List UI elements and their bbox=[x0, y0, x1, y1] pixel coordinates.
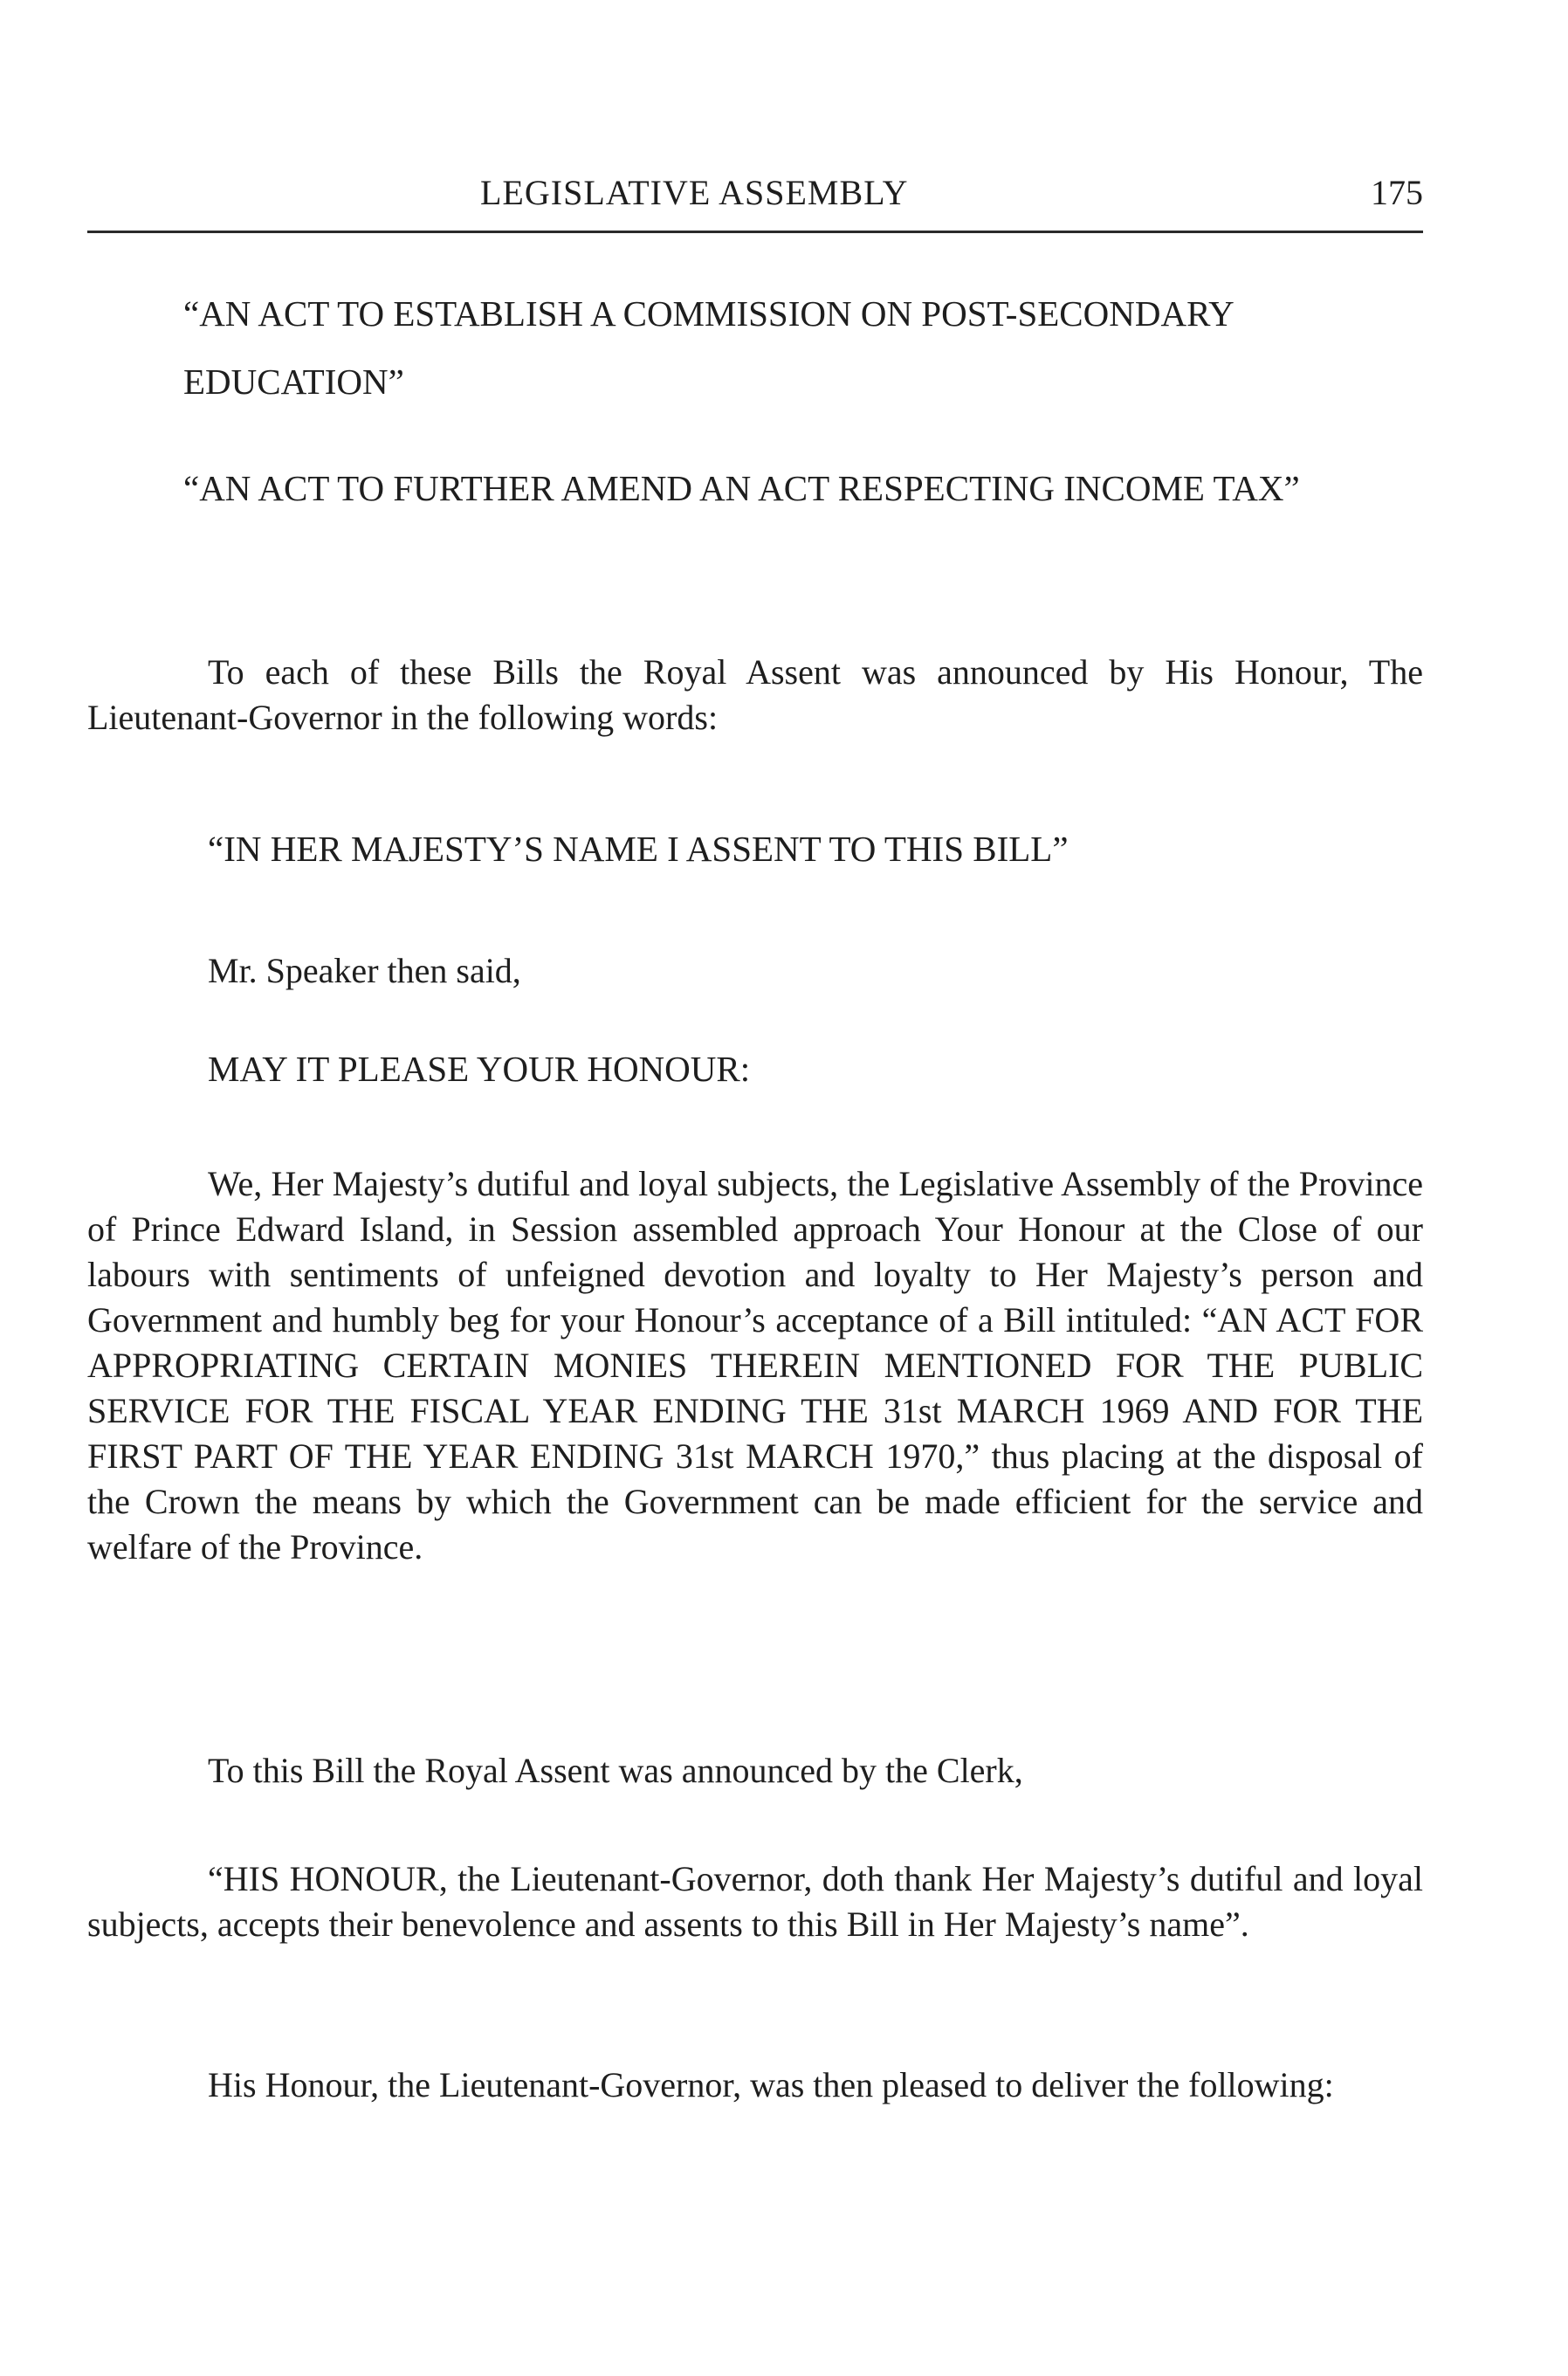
address-heading: MAY IT PLEASE YOUR HONOUR: bbox=[208, 1049, 751, 1089]
bill-title-1: “AN ACT TO ESTABLISH A COMMISSION ON POST-SECONDARY EDUCATION” bbox=[183, 293, 1234, 402]
speaker-said: Mr. Speaker then said, bbox=[208, 951, 521, 990]
closing-paragraph: His Honour, the Lieutenant-Governor, was then pleased to deliver the following: bbox=[208, 2065, 1334, 2104]
assent-intro: To each of these Bills the Royal Assent was announced by His Honour, The Lieutenant-Governor in the following words: bbox=[87, 652, 1423, 737]
assent-formula: “IN HER MAJESTY’S NAME I ASSENT TO THIS BILL” bbox=[208, 829, 1069, 869]
thanks-formula: “HIS HONOUR, the Lieutenant-Governor, doth thank Her Majesty’s dutiful and loyal subjects, accepts their benevolence and assents to this Bill in Her Majesty’s name”. bbox=[87, 1859, 1423, 1944]
running-head: LEGISLATIVE ASSEMBLY bbox=[480, 173, 909, 212]
header-rule bbox=[87, 231, 1423, 233]
page-header bbox=[87, 171, 1423, 232]
page-number: 175 bbox=[1371, 173, 1423, 212]
bill-title-2: “AN ACT TO FURTHER AMEND AN ACT RESPECTING INCOME TAX” bbox=[183, 468, 1300, 508]
speaker-address: We, Her Majesty’s dutiful and loyal subjects, the Legislative Assembly of the Province of Prince Edward Island, in Session assembled approach Your Honour at the Close of our labours with sentiments of unfeigned devotion and loyalty to Her Majesty’s person and Government and humbly beg for your Honour’s acceptance of a Bill intituled: “AN ACT FOR APPROPRIATING CERTAIN MONIES THEREIN MENTIONED FOR THE PUBLIC SERVICE FOR THE FISCAL YEAR ENDING THE 31st MARCH 1969 AND FOR THE FIRST PART OF THE YEAR ENDING 31st MARCH 1970,” thus placing at the disposal of the Crown the means by which the Government can be made efficient for the service and welfare of the Province. bbox=[87, 1164, 1423, 1567]
clerk-announcement: To this Bill the Royal Assent was announced by the Clerk, bbox=[208, 1751, 1023, 1790]
